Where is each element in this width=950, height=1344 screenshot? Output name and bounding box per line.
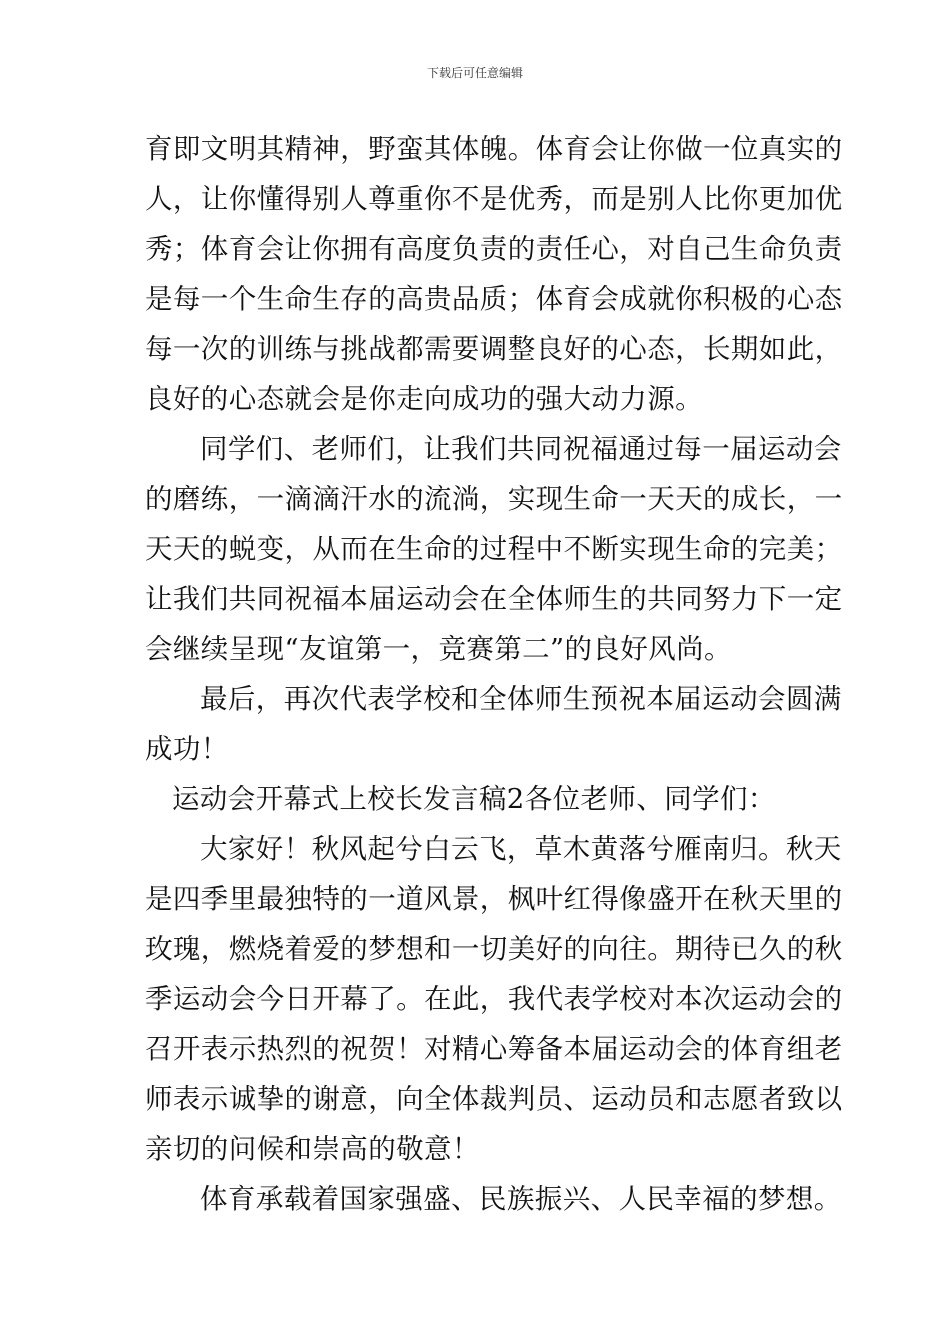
text-line: 秀；体育会让你拥有高度负责的责任心，对自己生命负责 [145, 233, 843, 265]
text-line: 天天的蜕变，从而在生命的过程中不断实现生命的完美； [145, 533, 843, 565]
text-line: 是四季里最独特的一道风景，枫叶红得像盛开在秋天里的 [145, 883, 843, 915]
text-line: 玫瑰，燃烧着爱的梦想和一切美好的向往。期待已久的秋 [145, 933, 843, 965]
paragraph-start-line: 最后，再次代表学校和全体师生预祝本届运动会圆满 [200, 683, 842, 715]
text-line: 让我们共同祝福本届运动会在全体师生的共同努力下一定 [145, 583, 843, 615]
text-line: 每一次的训练与挑战都需要调整良好的心态，长期如此， [145, 333, 843, 365]
text-line: 成功！ [145, 733, 229, 765]
text-line: 季运动会今日开幕了。在此，我代表学校对本次运动会的 [145, 983, 843, 1015]
text-line: 育即文明其精神，野蛮其体魄。体育会让你做一位真实的 [145, 133, 843, 165]
paragraph-start-line: 体育承载着国家强盛、民族振兴、人民幸福的梦想。 [200, 1183, 842, 1215]
text-line: 师表示诚挚的谢意，向全体裁判员、运动员和志愿者致以 [145, 1083, 843, 1115]
text-line: 是每一个生命生存的高贵品质；体育会成就你积极的心态 [145, 283, 843, 315]
paragraph-start-line: 同学们、老师们，让我们共同祝福通过每一届运动会 [200, 433, 842, 465]
text-line: 的磨练，一滴滴汗水的流淌，实现生命一天天的成长，一 [145, 483, 843, 515]
text-line: 亲切的问候和崇高的敬意！ [145, 1133, 480, 1165]
paragraph-start-line: 大家好！秋风起兮白云飞，草木黄落兮雁南归。秋天 [200, 833, 842, 865]
header-note: 下载后可任意编辑 [426, 66, 523, 80]
section-title-line: 运动会开幕式上校长发言稿2各位老师、同学们： [172, 783, 776, 815]
text-line: 召开表示热烈的祝贺！对精心筹备本届运动会的体育组老 [145, 1033, 843, 1065]
text-line: 人，让你懂得别人尊重你不是优秀，而是别人比你更加优 [145, 183, 843, 215]
text-line: 会继续呈现“友谊第一，竞赛第二”的良好风尚。 [145, 633, 732, 665]
text-line: 良好的心态就会是你走向成功的强大动力源。 [145, 383, 703, 415]
